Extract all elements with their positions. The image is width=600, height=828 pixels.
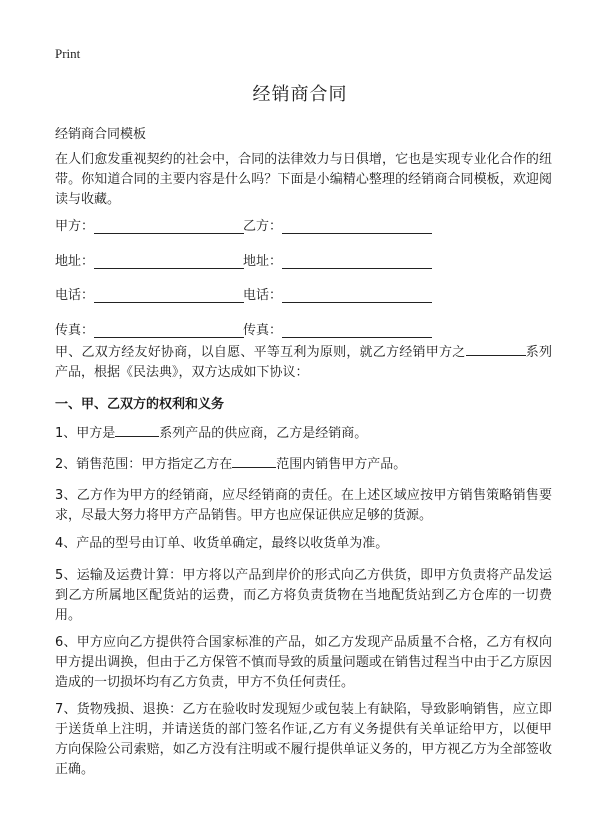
clause-1-blank: [115, 424, 159, 437]
party-b-field: [243, 215, 432, 234]
clause-2: [55, 455, 552, 475]
party-b-phone-blank: [282, 288, 432, 303]
agreement-paragraph: [55, 343, 552, 383]
clause-1-before: 1、甲方是: [55, 426, 116, 441]
party-a-label: 甲方：: [55, 219, 95, 234]
clause-2-before: 2、销售范围：甲方指定乙方在: [55, 457, 233, 472]
product-series-blank: [466, 343, 526, 356]
party-a-fax-blank: [94, 323, 244, 338]
clause-4: 4、产品的型号由订单、收货单确定，最终以收货单为准。: [55, 536, 389, 551]
document-title: 经销商合同: [252, 84, 348, 105]
party-b-address-label: 地址：: [243, 253, 283, 269]
clause-6: 6、甲方应向乙方提供符合国家标准的产品，如乙方发现产品质量不合格，乙方有权向甲方提出调换，但由于乙方保管不慎而导致的质量问题或在销售过程当中由于乙方原因造成的一切损坏均有乙方负责，甲方不负任何责任。: [55, 635, 552, 690]
party-b-address-field: [243, 250, 432, 269]
field-row-party: [55, 215, 455, 250]
clause-2-blank: [232, 455, 276, 468]
party-b-fax-label: 传真：: [243, 322, 283, 338]
clause-3: 3、乙方作为甲方的经销商，应尽经销商的责任。在上述区域应按甲方销售策略销售要求，尽最大努力将甲方产品销售。甲方也应保证供应足够的货源。: [55, 488, 552, 523]
party-a-fax-field: [55, 319, 244, 338]
party-a-address-field: [55, 250, 244, 269]
party-a-phone-blank: [94, 288, 244, 303]
party-a-fax-label: 传真：: [55, 322, 95, 338]
party-b-phone-field: [243, 284, 432, 303]
clause-1-after: 系列产品的供应商，乙方是经销商。: [159, 426, 368, 441]
party-a-address-label: 地址：: [55, 253, 95, 269]
clause-1: [55, 424, 552, 444]
intro-paragraph: 在人们愈发重视契约的社会中，合同的法律效力与日俱增，它也是实现专业化合作的纽带。你知道合同的主要内容是什么吗？下面是小编精心整理的经销商合同模板，欢迎阅读与收藏。: [55, 152, 552, 207]
field-row-address: [55, 250, 455, 285]
section-heading-rights: 一、甲、乙双方的权利和义务: [55, 397, 225, 412]
party-a-address-blank: [94, 254, 244, 269]
clause-7: 7、货物残损、退换：乙方在验收时发现短少或包装上有缺陷，导致影响销售，应立即于送货单上注明，并请送货的部门签名作证,乙方有义务提供有关单证给甲方，以便甲方向保险公司索赔，如乙方没有注明或不履行提供单证义务的，甲方视乙方为全部签收正确。: [55, 702, 552, 777]
party-b-address-blank: [282, 254, 432, 269]
field-row-phone: [55, 284, 455, 319]
clause-5: 5、运输及运费计算：甲方将以产品到岸价的形式向乙方供货，即甲方负责将产品发运到乙方所属地区配货站的运费，而乙方将负责货物在当地配货站到乙方仓库的一切费用。: [55, 568, 552, 623]
agreement-text-before: 甲、乙双方经友好协商，以自愿、平等互利为原则，就乙方经销甲方之: [55, 345, 466, 360]
print-link[interactable]: Print: [55, 46, 81, 61]
party-fields: [55, 215, 455, 353]
party-b-label: 乙方：: [243, 219, 283, 234]
party-b-blank: [282, 219, 432, 234]
party-a-blank: [94, 219, 244, 234]
party-b-fax-field: [243, 319, 432, 338]
document-subtitle: 经销商合同模板: [55, 127, 147, 142]
party-a-phone-label: 电话：: [55, 288, 95, 303]
party-b-fax-blank: [282, 323, 432, 338]
clause-2-after: 范围内销售甲方产品。: [276, 457, 407, 472]
party-b-phone-label: 电话：: [243, 288, 283, 303]
party-a-field: [55, 215, 244, 234]
party-a-phone-field: [55, 284, 244, 303]
agreement-text-after: 系列产品，根据《民法典》，双方达成如下协议：: [55, 345, 552, 380]
